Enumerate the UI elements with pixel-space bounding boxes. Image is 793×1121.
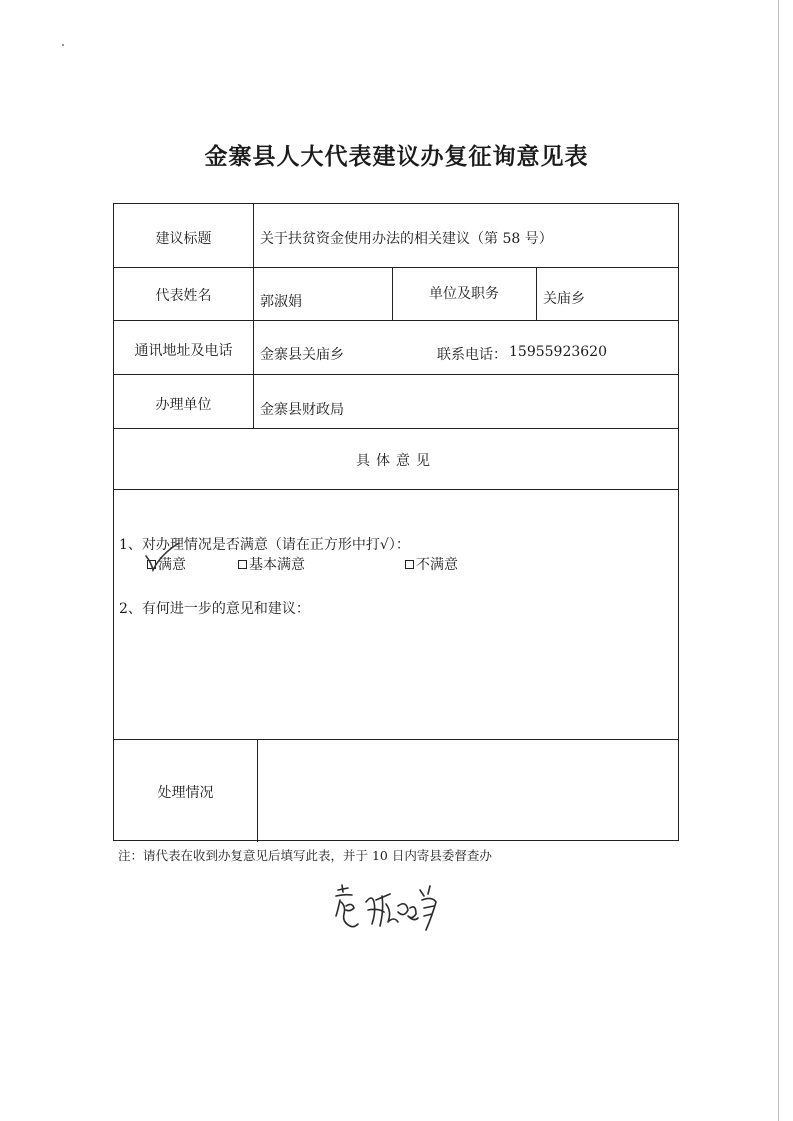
handwritten-check-mark [143, 540, 183, 572]
footnote: 注：请代表在收到办复意见后填写此表，并于 10 日内寄县委督查办 [118, 848, 492, 863]
address-value: 金寨县关庙乡 [260, 347, 344, 363]
handling-unit-value: 金寨县财政局 [260, 402, 344, 418]
unit-position-label: 单位及职务 [429, 286, 499, 302]
address-phone-label: 通讯地址及电话 [134, 343, 233, 359]
option-not-satisfied-label: 不满意 [416, 557, 458, 573]
handwritten-signature [332, 882, 442, 938]
option-satisfied-label: 满意 [158, 557, 186, 573]
row-divider [114, 489, 678, 490]
option-basically-satisfied-label: 基本满意 [249, 557, 305, 573]
checkbox-basically-satisfied [238, 560, 247, 569]
scan-speck [62, 44, 64, 46]
question-further-suggestions: 2、有何进一步的意见和建议： [119, 601, 310, 617]
form-title: 金寨县人大代表建议办复征询意见表 [204, 144, 589, 170]
handling-unit-label: 办理单位 [155, 397, 212, 413]
column-divider [536, 267, 537, 320]
option-not-satisfied [405, 554, 458, 574]
proposal-title-value: 关于扶贫资金使用办法的相关建议（第 58 号） [260, 231, 553, 247]
opinions-header: 具体意见 [356, 453, 436, 469]
unit-position-value: 关庙乡 [543, 291, 585, 307]
row-divider [114, 374, 678, 375]
phone-value: 15955923620 [509, 344, 607, 360]
row-divider [114, 739, 678, 740]
row-divider [114, 267, 678, 268]
proposal-title-label: 建议标题 [155, 231, 212, 247]
row-divider [114, 320, 678, 321]
phone-label: 联系电话： [437, 347, 507, 363]
column-divider [257, 739, 258, 842]
handling-status-label: 处理情况 [157, 785, 214, 801]
inquiry-form-table [113, 203, 679, 841]
option-basically-satisfied [238, 554, 305, 574]
row-divider [114, 428, 678, 429]
rep-name-label: 代表姓名 [155, 288, 212, 304]
question-satisfaction: 1、对办理情况是否满意（请在正方形中打√）： [119, 537, 410, 553]
rep-name-value: 郭淑娟 [260, 294, 302, 310]
column-divider [253, 204, 254, 428]
checkbox-not-satisfied [405, 560, 414, 569]
